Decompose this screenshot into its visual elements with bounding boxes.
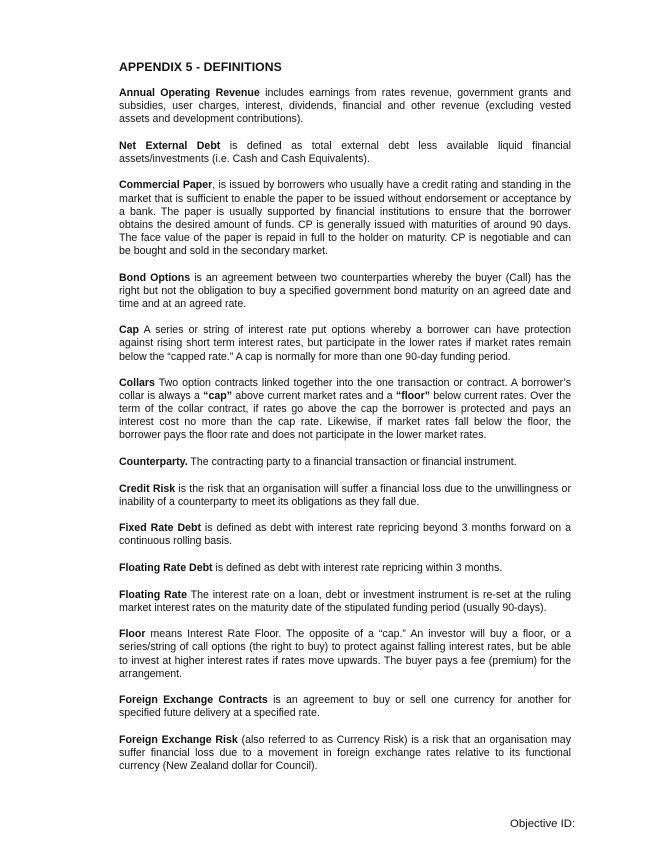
- definition-commercial-paper: [119, 179, 571, 258]
- definition-text: , is issued by borrowers who usually have a credit rating and standing in the market that is sufficient to enable the paper to be issued without endorsement or acceptance by a bank. The paper is usually supported by financial institutions to ensure that the borrower obtains the desired amount of funds. CP is generally issued with maturities of around 90 days. The face value of the paper is repaid in full to the holder on maturity. CP is negotiable and can be bought and sold in the secondary market.: [119, 179, 571, 257]
- definitions-list: [119, 87, 571, 787]
- definition-term: Collars: [119, 377, 155, 390]
- definition-annual-operating-revenue: [119, 87, 571, 126]
- definition-term: Bond Options: [119, 271, 191, 284]
- definition-text: is defined as total external debt less available liquid financial assets/investments (i.e. Cash and Cash Equivalents).: [119, 139, 571, 165]
- definition-foreign-exchange-risk: [119, 734, 571, 773]
- definition-foreign-exchange-contracts: [119, 694, 571, 720]
- definition-fixed-rate-debt: [119, 522, 571, 548]
- definition-term: Commercial Paper: [119, 179, 213, 192]
- definition-text: is defined as debt with interest rate repricing within 3 months.: [212, 562, 503, 575]
- definition-counterparty: [119, 456, 571, 469]
- definition-term: Floor: [119, 628, 146, 641]
- definition-emphasis-cap: “cap”: [203, 390, 232, 403]
- definition-term: Counterparty.: [119, 456, 188, 469]
- definition-floor: [119, 628, 571, 680]
- definition-floating-rate: [119, 589, 571, 615]
- definition-term: Annual Operating Revenue: [119, 87, 260, 99]
- definition-text: above current market rates and a: [232, 390, 396, 403]
- definition-text: The interest rate on a loan, debt or investment instrument is re-set at the ruling market interest rates on the maturity date of the stipulated funding period (usually 90-days).: [119, 588, 571, 614]
- definition-term: Foreign Exchange Risk: [119, 733, 238, 746]
- definition-text: is the risk that an organisation will suffer a financial loss due to the unwillingness or inability of a counterparty to meet its obligations as they fall due.: [119, 482, 571, 508]
- definition-term: Net External Debt: [119, 139, 221, 152]
- definition-text: is an agreement between two counterparties whereby the buyer (Call) has the right but not the obligation to buy a specified government bond maturity on an agreed date and time and at an agreed rate.: [119, 271, 571, 310]
- definition-text: (also referred to as Currency Risk) is a risk that an organisation may suffer financial loss due to a movement in foreign exchange rates relative to its functional currency (New Zealand dollar for Council).: [119, 733, 571, 773]
- definition-floating-rate-debt: [119, 562, 571, 575]
- definition-text: is an agreement to buy or sell one currency for another for specified future delivery at a specified rate.: [119, 694, 571, 720]
- definition-net-external-debt: [119, 140, 571, 166]
- definition-text: Two option contracts linked together into the one transaction or contract. A borrower’s collar is always a: [119, 377, 571, 403]
- objective-id-footer: Objective ID:: [510, 818, 576, 830]
- definition-text: below current rates. Over the term of the collar contract, if rates go above the cap the borrower is protected and pays an interest cost no more than the cap rate. Likewise, if market rates fall below the floor, the borrower pays the floor rate and does not participate in the lower market rates.: [119, 390, 571, 442]
- definition-cap: [119, 324, 571, 363]
- definition-emphasis-floor: “floor”: [395, 390, 431, 403]
- definition-text: A series or string of interest rate put options whereby a borrower can have protection against rising short term interest rates, but participate in the lower rates if market rates remain below the “capped rate.” A cap is normally for more than one 90-day funding period.: [119, 324, 571, 363]
- definition-term: Cap: [119, 324, 140, 337]
- definition-term: Floating Rate: [119, 588, 187, 601]
- definition-bond-options: [119, 272, 571, 311]
- definition-term: Floating Rate Debt: [119, 562, 213, 575]
- definition-text: includes earnings from rates revenue, government grants and subsidies, user charges, interest, dividends, financial and other revenue (excluding vested assets and development contributions).: [119, 87, 571, 126]
- definition-text: means Interest Rate Floor. The opposite of a “cap.” An investor will buy a floor, or a series/string of call options (the right to buy) to protect against falling interest rates, but be able to invest at higher interest rates if rates move upwards. The buyer pays a fee (premium) for the arrangement.: [119, 628, 571, 680]
- definition-collars: [119, 377, 571, 442]
- definition-term: Foreign Exchange Contracts: [119, 694, 268, 707]
- definition-text: is defined as debt with interest rate repricing beyond 3 months forward on a continuous rolling basis.: [119, 522, 571, 548]
- definition-text: The contracting party to a financial transaction or financial instrument.: [187, 456, 517, 469]
- definition-credit-risk: [119, 483, 571, 509]
- page-heading: APPENDIX 5 - DEFINITIONS: [119, 60, 282, 74]
- definition-term: Credit Risk: [119, 482, 176, 495]
- definition-term: Fixed Rate Debt: [119, 522, 202, 535]
